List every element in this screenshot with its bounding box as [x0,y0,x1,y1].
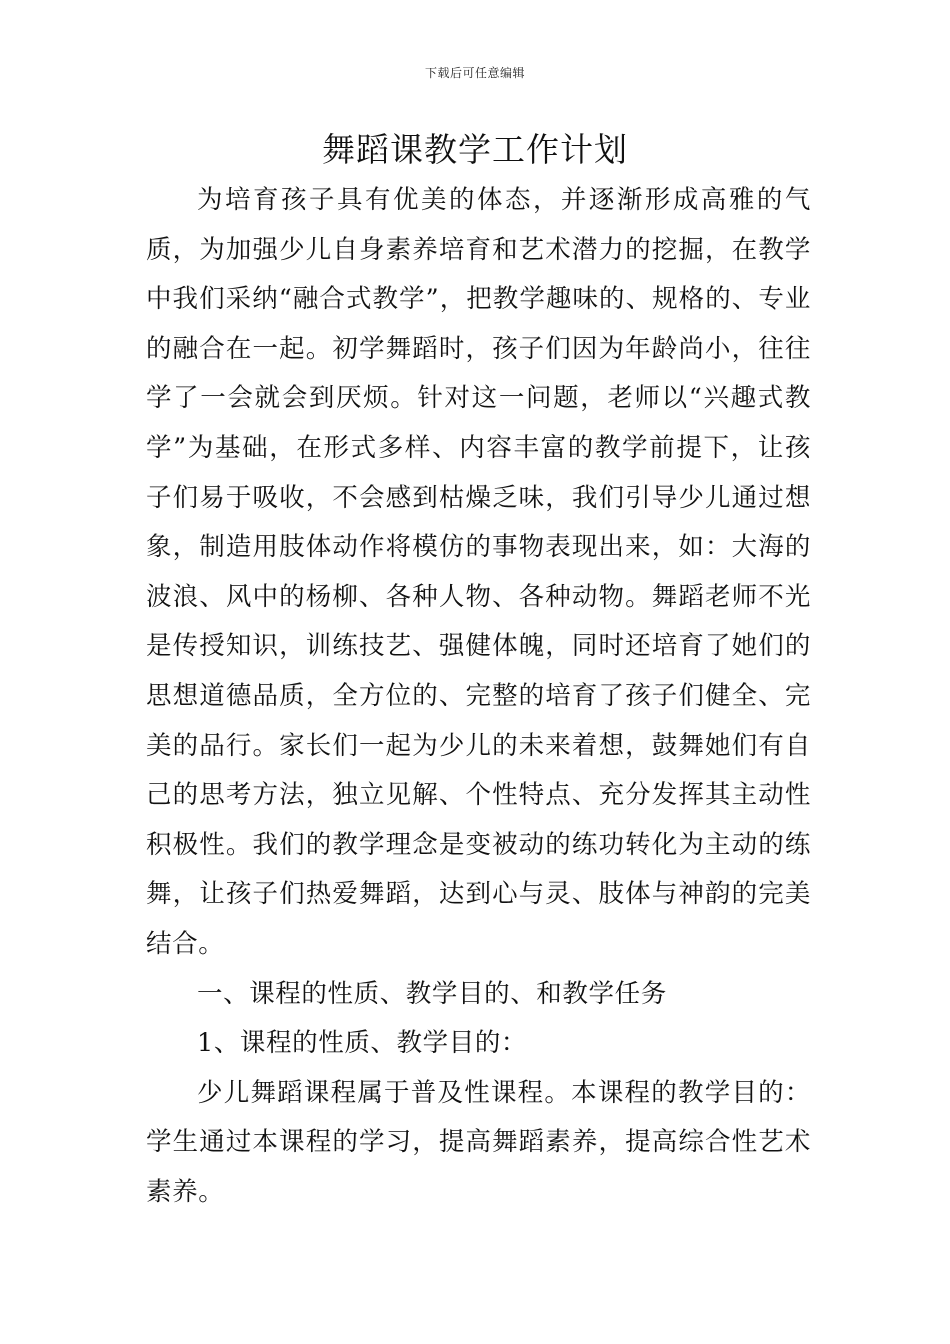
intro-paragraph: 为培育孩子具有优美的体态，并逐渐形成高雅的气质，为加强少儿自身素养培育和艺术潜力的挖掘，在教学中我们采纳“融合式教学”，把教学趣味的、规格的、专业的融合在一起。初学舞蹈时，孩子们因为年龄尚小，往往学了一会就会到厌烦。针对这一问题，老师以“兴趣式教学”为基础，在形式多样、内容丰富的教学前提下，让孩子们易于吸收，不会感到枯燥乏味，我们引导少儿通过想象，制造用肢体动作将模仿的事物表现出来，如：大海的波浪、风中的杨柳、各种人物、各种动物。舞蹈老师不光是传授知识，训练技艺、强健体魄，同时还培育了她们的思想道德品质，全方位的、完整的培育了孩子们健全、完美的品行。家长们一起为少儿的未来着想，鼓舞她们有自己的思考方法，独立见解、个性特点、充分发挥其主动性积极性。我们的教学理念是变被动的练功转化为主动的练舞，让孩子们热爱舞蹈，达到心与灵、肢体与神韵的完美结合。 [146,185,811,959]
document-title: 舞蹈课教学工作计划 [322,130,628,169]
header-note: 下载后可任意编辑 [424,66,525,80]
subsection-heading: 1、课程的性质、教学目的： [197,1028,528,1059]
document-body [146,176,811,1217]
course-aim-paragraph: 少儿舞蹈课程属于普及性课程。本课程的教学目的：学生通过本课程的学习，提高舞蹈素养，提高综合性艺术素养。 [146,1077,811,1207]
section-heading: 一、课程的性质、教学目的、和教学任务 [197,978,667,1009]
